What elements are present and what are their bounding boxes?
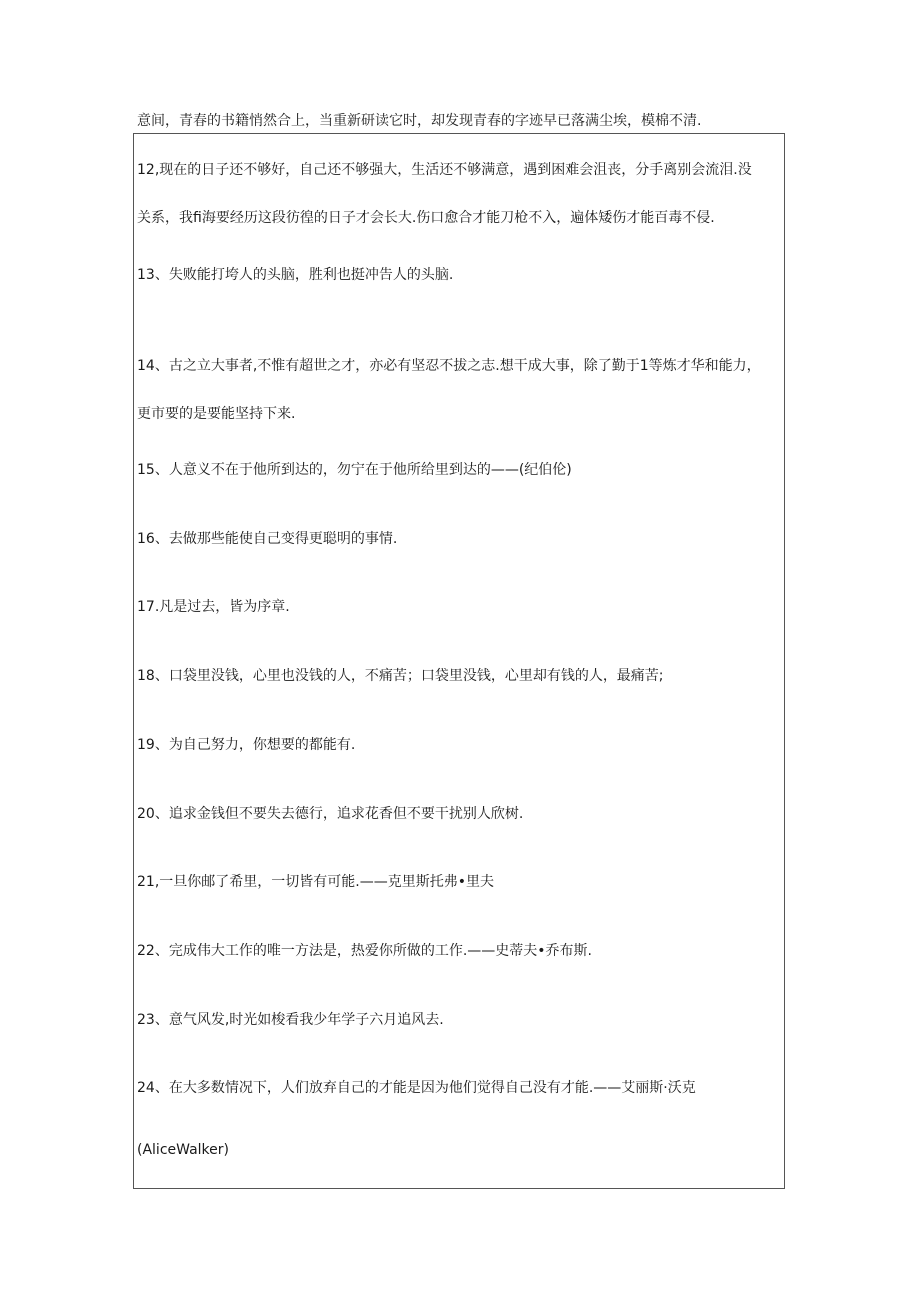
quote-line-17: 17.凡是过去，皆为序章. [137,599,290,615]
quote-line-20: 20、追求金钱但不要失去德行，追求花香但不要干扰别人欣树. [137,806,524,822]
quote-line-12a: 12,现在的日子还不够好，自己还不够强大，生活还不够满意，遇到困难会沮丧，分手离别会流泪.没 [137,162,752,178]
quote-line-12b: 关系，我fi海要经历这段彷徨的日子才会长大.伤口愈合才能刀枪不入，遍体矮伤才能百毒不侵. [137,210,715,226]
quote-line-18: 18、口袋里没钱，心里也没钱的人，不痛苦；口袋里没钱，心里却有钱的人，最痛苦; [137,668,664,684]
quote-line-24a: 24、在大多数情况下，人们放弃自己的才能是因为他们觉得自己没有才能.——艾丽斯·沃克 [137,1080,696,1096]
quote-line-24b: (AliceWalker) [137,1142,229,1158]
quote-box [133,133,785,1189]
intro-text: 意间，青春的书籍悄然合上，当重新研读它时，却发现青春的字迹早已落满尘埃，模棉不清. [137,113,702,129]
quote-line-22: 22、完成伟大工作的唯一方法是，热爱你所做的工作.——史蒂夫•乔布斯. [137,943,592,959]
quote-line-19: 19、为自己努力，你想要的都能有. [137,737,356,753]
quote-line-21: 21,一旦你邮了希里，一切皆有可能.——克里斯托弗•里夫 [137,874,494,890]
quote-line-13: 13、失败能打垮人的头脑，胜利也挺冲告人的头脑. [137,267,454,283]
quote-line-16: 16、去做那些能使自己变得更聪明的事情. [137,531,398,547]
quote-line-15: 15、人意义不在于他所到达的，勿宁在于他所给里到达的——(纪伯伦) [137,462,572,478]
quote-line-14b: 更市要的是要能坚持下来. [137,406,296,422]
quote-line-23: 23、意气风发,时光如梭看我少年学子六月追风去. [137,1012,444,1028]
quote-line-14a: 14、古之立大事者,不惟有超世之才，亦必有坚忍不拔之志.想干成大事，除了勤于1等炼才华和能力， [137,358,761,374]
